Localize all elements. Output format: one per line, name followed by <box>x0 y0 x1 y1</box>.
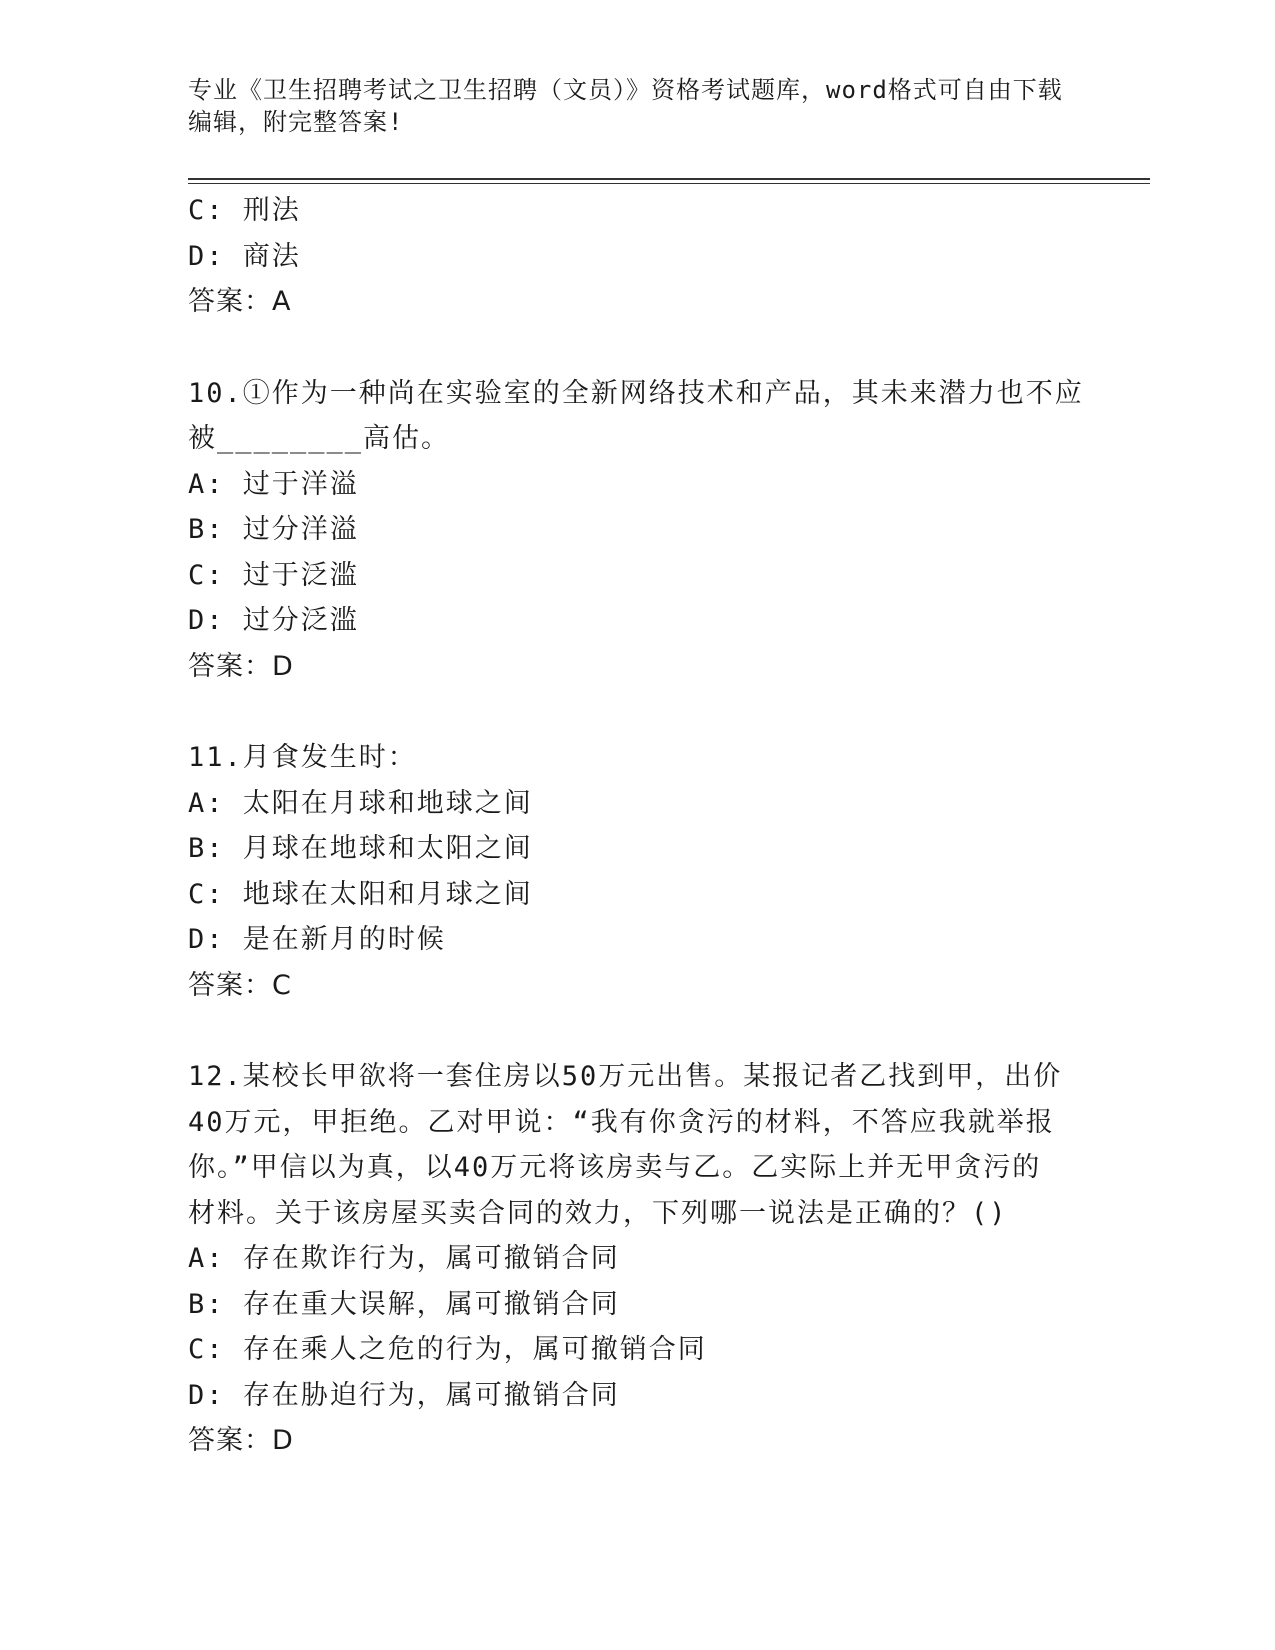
option-d: D: 存在胁迫行为，属可撤销合同 <box>188 1379 620 1411</box>
option-a: A: 存在欺诈行为，属可撤销合同 <box>188 1243 620 1274</box>
question-stem-line: 10.①作为一种尚在实验室的全新网络技术和产品，其未来潜力也不应 <box>188 377 1084 409</box>
question-11 <box>188 735 1088 1008</box>
question-list <box>188 188 1088 1464</box>
answer: 答案：C <box>188 969 292 1001</box>
question-10 <box>188 371 1088 690</box>
option-a: A: 过于洋溢 <box>188 468 359 500</box>
option-b: B: 过分洋溢 <box>188 514 359 545</box>
option-c: C: 存在乘人之危的行为，属可撤销合同 <box>188 1334 707 1365</box>
spacer <box>188 325 1088 371</box>
answer: 答案：D <box>188 1425 294 1456</box>
option-a: A: 太阳在月球和地球之间 <box>188 787 533 819</box>
option-c: C: 地球在太阳和月球之间 <box>188 878 533 910</box>
option-d: D: 商法 <box>188 240 301 272</box>
spacer <box>188 1008 1088 1054</box>
header-line-1: 专业《卫生招聘考试之卫生招聘（文员）》资格考试题库，word格式可自由下载 <box>188 76 1063 104</box>
header-divider <box>188 178 1150 184</box>
option-c: C: 刑法 <box>188 195 301 226</box>
answer: 答案：D <box>188 650 294 682</box>
option-d: D: 过分泛滥 <box>188 605 359 636</box>
question-stem-line: 被________高估。 <box>188 423 451 454</box>
option-b: B: 存在重大误解，属可撤销合同 <box>188 1288 620 1320</box>
question-stem-line: 你。”甲信以为真，以40万元将该房卖与乙。乙实际上并无甲贪污的 <box>188 1152 1042 1183</box>
option-b: B: 月球在地球和太阳之间 <box>188 833 533 864</box>
option-d: D: 是在新月的时候 <box>188 924 446 955</box>
spacer <box>188 689 1088 735</box>
question-stem-line: 40万元，甲拒绝。乙对甲说：“我有你贪污的材料，不答应我就举报 <box>188 1106 1055 1138</box>
answer: 答案：A <box>188 286 292 317</box>
question-stem-line: 材料。关于该房屋买卖合同的效力，下列哪一说法是正确的？() <box>188 1197 1008 1229</box>
header-line-2: 编辑，附完整答案! <box>188 108 404 136</box>
document-header <box>188 74 1068 138</box>
question-stem-line: 12.某校长甲欲将一套住房以50万元出售。某报记者乙找到甲，出价 <box>188 1061 1063 1092</box>
option-c: C: 过于泛滥 <box>188 559 359 591</box>
question-9 <box>188 188 1088 325</box>
question-stem: 11.月食发生时： <box>188 742 417 773</box>
question-12 <box>188 1054 1088 1464</box>
